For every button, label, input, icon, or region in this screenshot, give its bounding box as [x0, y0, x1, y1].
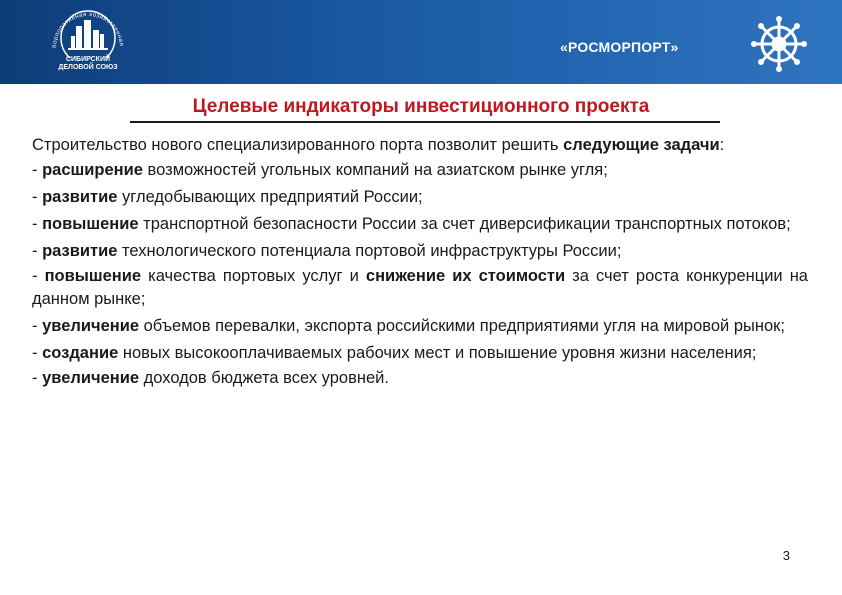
logo-emblem-icon [38, 4, 138, 58]
ship-wheel-anchor-icon [748, 10, 810, 74]
intro-end: : [719, 136, 725, 154]
list-item-keyword: повышение [44, 267, 142, 285]
page-number: 3 [782, 548, 790, 563]
list-item-keyword: увеличение [42, 369, 140, 387]
list-item: - расширение возможностей угольных компаний на азиатском рынке угля; [32, 161, 608, 179]
logo-caption [38, 56, 138, 72]
intro-paragraph [32, 134, 808, 157]
list-item: - повышение транспортной безопасности России за счет диверсификации транспортных потоков; [32, 215, 791, 233]
list-item-keyword: повышение [42, 215, 139, 233]
list-item: - увеличение доходов бюджета всех уровней. [32, 369, 389, 387]
list-item: - создание новых высокооплачиваемых рабочих мест и повышение уровня жизни населения; [32, 344, 757, 362]
slide-title: Целевые индикаторы инвестиционного проекта [192, 96, 650, 117]
logo-caption-line1: СИБИРСКИЙ [65, 56, 111, 63]
list-item: - увеличение объемов перевалки, экспорта российскими предприятиями угля на мировой рынок; [32, 317, 785, 335]
list-item: - повышение качества портовых услуг и снижение их стоимости за счет роста конкуренции на данном рынке; [32, 267, 808, 308]
list-item-keyword: развитие [42, 188, 118, 206]
header-bar [0, 0, 842, 84]
svg-text:Корпоративная хозяйственная ко: Корпоративная хозяйственная [51, 11, 124, 49]
list-item-keyword: создание [42, 344, 119, 362]
intro-text: Строительство нового специализированного порта позволит решить [32, 136, 564, 154]
list-item: - развитие угледобывающих предприятий России; [32, 188, 423, 206]
list-item: - развитие технологического потенциала портовой инфраструктуры России; [32, 242, 622, 260]
title-underline [130, 121, 720, 123]
list-item-keyword: увеличение [42, 317, 140, 335]
list-item-keyword-2: снижение их стоимости [365, 267, 566, 285]
slide-body [32, 134, 808, 392]
logo-caption-line2: ДЕЛОВОЙ СОЮЗ [58, 64, 118, 71]
sibirsky-delovoy-soyuz-logo [38, 4, 138, 82]
list-item-keyword: развитие [42, 242, 118, 260]
list-item-keyword: расширение [42, 161, 143, 179]
brand-name: «РОСМОРПОРТ» [560, 39, 679, 55]
intro-bold: следующие задачи [563, 136, 720, 154]
